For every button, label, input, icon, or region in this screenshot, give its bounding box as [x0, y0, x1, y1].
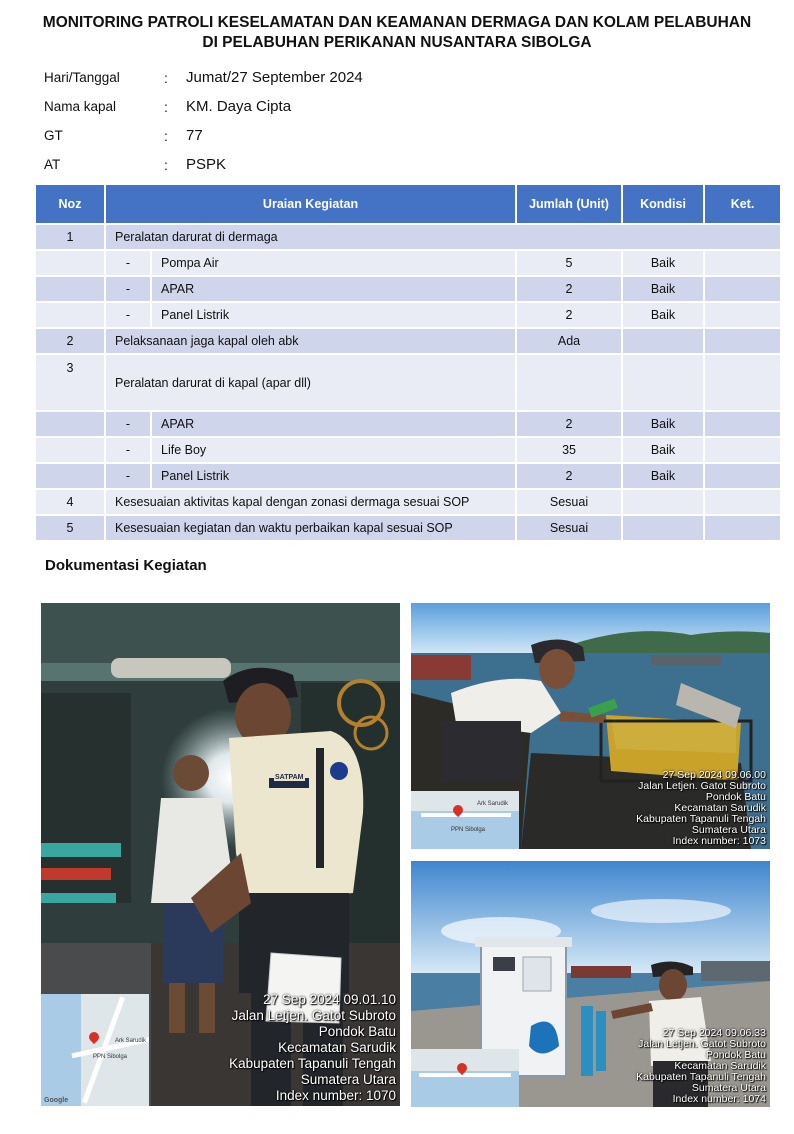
document-title — [0, 13, 794, 53]
meta-row-at — [44, 157, 444, 186]
table-row — [36, 514, 780, 540]
stamp-street: Jalan Letjen. Gatot Subroto — [231, 1008, 396, 1023]
cell-empty — [36, 301, 106, 327]
header-kondisi: Kondisi — [623, 185, 705, 223]
cell-item: Panel Listrik — [152, 462, 517, 488]
meta-colon: : — [164, 99, 168, 115]
meta-key: Nama kapal — [44, 99, 117, 114]
table-row — [36, 223, 780, 249]
cell-kondisi: Baik — [623, 275, 705, 301]
stamp-area: Pondok Batu — [705, 791, 766, 803]
meta-row-ship-name — [44, 99, 444, 128]
cell-ket — [705, 410, 780, 436]
cell-uraian: Pelaksanaan jaga kapal oleh abk — [106, 327, 517, 353]
header-jumlah: Jumlah (Unit) — [517, 185, 623, 223]
patrol-table — [36, 185, 780, 540]
cell-jumlah: Sesuai — [517, 514, 623, 540]
cell-kondisi — [623, 327, 705, 353]
stamp-timestamp: 27 Sep 2024 09.06.33 — [662, 1027, 766, 1039]
header-ket: Ket. — [705, 185, 780, 223]
stamp-regency: Kabupaten Tapanuli Tengah — [229, 1056, 396, 1071]
cell-ket — [705, 327, 780, 353]
title-line-1: MONITORING PATROLI KESELAMATAN DAN KEAMANAN DERMAGA DAN KOLAM PELABUHAN — [42, 14, 752, 31]
meta-key: Hari/Tanggal — [44, 70, 120, 85]
cell-kondisi — [623, 488, 705, 514]
cell-empty — [36, 249, 106, 275]
cell-jumlah: 2 — [517, 462, 623, 488]
cell-no: 3 — [36, 353, 106, 410]
stamp-district: Kecamatan Sarudik — [278, 1040, 396, 1055]
title-line-2: DI PELABUHAN PERIKANAN NUSANTARA SIBOLGA — [202, 34, 592, 51]
stamp-index: Index number: 1070 — [275, 1088, 396, 1103]
stamp-regency: Kabupaten Tapanuli Tengah — [636, 813, 766, 825]
cell-jumlah: Ada — [517, 327, 623, 353]
cell-uraian: Kesesuaian aktivitas kapal dengan zonasi dermaga sesuai SOP — [106, 488, 517, 514]
stamp-street: Jalan Letjen. Gatot Subroto — [638, 1038, 766, 1050]
map-label: Ark Sarudik — [477, 801, 509, 807]
cell-uraian: Kesesuaian kegiatan dan waktu perbaikan kapal sesuai SOP — [106, 514, 517, 540]
meta-colon: : — [164, 157, 168, 173]
stamp-province: Sumatera Utara — [300, 1072, 396, 1087]
table-row — [36, 462, 780, 488]
header-uraian: Uraian Kegiatan — [106, 185, 517, 223]
cell-dash: - — [106, 410, 152, 436]
stamp-timestamp: 27 Sep 2024 09.01.10 — [263, 992, 396, 1007]
stamp-area: Pondok Batu — [318, 1024, 396, 1039]
table-row — [36, 488, 780, 514]
meta-row-date — [44, 70, 444, 99]
table-row — [36, 275, 780, 301]
cell-kondisi: Baik — [623, 436, 705, 462]
meta-value: 77 — [186, 127, 203, 144]
stamp-street: Jalan Letjen. Gatot Subroto — [638, 780, 766, 792]
cell-dash: - — [106, 462, 152, 488]
cell-ket — [705, 249, 780, 275]
meta-key: GT — [44, 128, 63, 143]
photo-stamp — [636, 770, 766, 847]
cell-dash: - — [106, 436, 152, 462]
cell-item: Pompa Air — [152, 249, 517, 275]
map-label: PPN Sibolga — [451, 827, 486, 833]
cell-ket — [705, 514, 780, 540]
cell-no: 5 — [36, 514, 106, 540]
cell-empty — [36, 275, 106, 301]
photo-stamp — [636, 1028, 766, 1105]
cell-ket — [705, 488, 780, 514]
table-row — [36, 436, 780, 462]
cell-item: APAR — [152, 410, 517, 436]
photo-dock-panel — [411, 861, 770, 1107]
cell-dash: - — [106, 275, 152, 301]
header-no: Noz — [36, 185, 106, 223]
meta-colon: : — [164, 70, 168, 86]
cell-ket — [705, 275, 780, 301]
documentation-heading: Dokumentasi Kegiatan — [45, 557, 207, 574]
cell-jumlah: 2 — [517, 275, 623, 301]
table-header-row — [36, 185, 780, 223]
table-row — [36, 353, 780, 410]
table-row — [36, 410, 780, 436]
meta-colon: : — [164, 128, 168, 144]
stamp-district: Kecamatan Sarudik — [674, 802, 766, 814]
stamp-district: Kecamatan Sarudik — [674, 1060, 766, 1072]
cell-jumlah: 2 — [517, 410, 623, 436]
cell-uraian: Peralatan darurat di dermaga — [106, 223, 780, 249]
cell-kondisi: Baik — [623, 462, 705, 488]
map-label: Ark Sarudik — [115, 1038, 147, 1044]
table-row — [36, 249, 780, 275]
google-logo: Google — [44, 1097, 69, 1104]
cell-item: Panel Listrik — [152, 301, 517, 327]
stamp-regency: Kabupaten Tapanuli Tengah — [636, 1071, 766, 1083]
map-pin-icon — [87, 1030, 101, 1044]
photo-ship-interior — [41, 603, 400, 1106]
stamp-timestamp: 27 Sep 2024 09.06.00 — [662, 769, 766, 781]
meta-value: Jumat/27 September 2024 — [186, 69, 363, 86]
cell-kondisi — [623, 353, 705, 410]
cell-no: 2 — [36, 327, 106, 353]
location-mini-map — [411, 1049, 519, 1107]
cell-dash: - — [106, 249, 152, 275]
photo-harbor-pump — [411, 603, 770, 849]
cell-jumlah: Sesuai — [517, 488, 623, 514]
cell-ket — [705, 436, 780, 462]
cell-jumlah — [517, 353, 623, 410]
cell-item: APAR — [152, 275, 517, 301]
location-mini-map — [411, 791, 519, 849]
stamp-province: Sumatera Utara — [691, 824, 766, 836]
cell-jumlah: 2 — [517, 301, 623, 327]
meta-value: KM. Daya Cipta — [186, 98, 292, 115]
stamp-province: Sumatera Utara — [691, 1082, 766, 1094]
cell-ket — [705, 353, 780, 410]
stamp-area: Pondok Batu — [705, 1049, 766, 1061]
uniform-tag: SATPAM — [275, 774, 304, 781]
map-label: PPN Sibolga — [93, 1054, 128, 1060]
cell-jumlah: 35 — [517, 436, 623, 462]
cell-dash: - — [106, 301, 152, 327]
cell-kondisi — [623, 514, 705, 540]
stamp-index: Index number: 1073 — [672, 835, 766, 847]
cell-kondisi: Baik — [623, 410, 705, 436]
meta-key: AT — [44, 157, 61, 172]
cell-ket — [705, 462, 780, 488]
cell-kondisi: Baik — [623, 301, 705, 327]
cell-uraian: Peralatan darurat di kapal (apar dll) — [106, 353, 517, 410]
cell-ket — [705, 301, 780, 327]
cell-no: 1 — [36, 223, 106, 249]
cell-empty — [36, 436, 106, 462]
table-row — [36, 327, 780, 353]
cell-empty — [36, 410, 106, 436]
cell-no: 4 — [36, 488, 106, 514]
photo-stamp — [229, 992, 396, 1104]
stamp-index: Index number: 1074 — [672, 1093, 766, 1105]
cell-kondisi: Baik — [623, 249, 705, 275]
meta-value: PSPK — [186, 156, 227, 173]
meta-row-gt — [44, 128, 444, 157]
cell-empty — [36, 462, 106, 488]
table-row — [36, 301, 780, 327]
cell-jumlah: 5 — [517, 249, 623, 275]
cell-item: Life Boy — [152, 436, 517, 462]
location-mini-map — [41, 994, 149, 1106]
